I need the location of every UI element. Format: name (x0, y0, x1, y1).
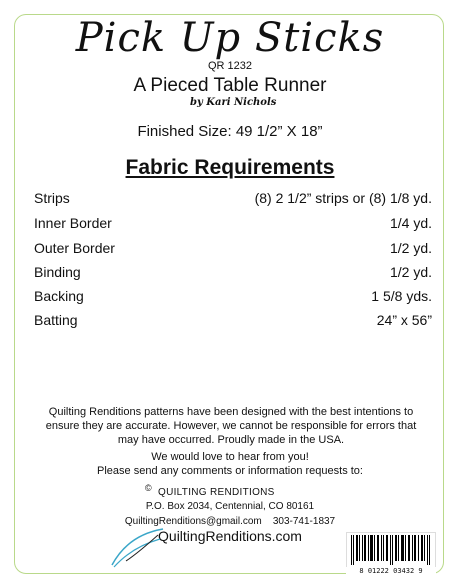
requirement-value: 1/2 yd. (389, 264, 432, 280)
requirement-value: (8) 2 1/2” strips or (8) 1/8 yd. (254, 190, 432, 206)
copyright-symbol: © (145, 483, 152, 493)
requirement-label: Strips (34, 190, 70, 206)
pattern-subtitle: A Pieced Table Runner (133, 75, 327, 96)
requirement-row-backing (34, 288, 432, 308)
pattern-author: by Kari Nichols (190, 97, 277, 108)
requirement-label: Backing (34, 288, 84, 304)
email-phone: QuiltingRenditions@gmail.com 303-741-1837 (124, 516, 336, 527)
contact-intro: We would love to hear from you! (151, 451, 309, 463)
fabric-requirements-heading: Fabric Requirements (125, 156, 335, 179)
requirement-value: 1/4 yd. (389, 215, 432, 231)
requirement-label: Batting (34, 312, 78, 328)
company-name: QUILTING RENDITIONS (158, 487, 275, 498)
requirement-label: Inner Border (34, 215, 112, 231)
requirement-row-binding (34, 264, 432, 284)
company-address: P.O. Box 2034, Centennial, CO 80161 (145, 501, 315, 512)
contact-request: Please send any comments or information requests to: (97, 465, 363, 477)
requirement-value: 1/2 yd. (389, 240, 432, 256)
requirement-row-batting (34, 312, 432, 332)
needle-thread-icon (108, 525, 168, 570)
pattern-title: Pick Up Sticks (75, 15, 385, 61)
requirement-value: 24” x 56” (376, 312, 432, 328)
pattern-code: QR 1232 (207, 60, 253, 72)
website-link: QuiltingRenditions.com (158, 528, 302, 544)
requirement-row-inner-border (34, 215, 432, 235)
finished-size: Finished Size: 49 1/2” X 18” (137, 123, 323, 140)
requirement-label: Outer Border (34, 240, 115, 256)
requirement-label: Binding (34, 264, 81, 280)
requirement-row-strips (34, 190, 432, 210)
barcode-bars-icon (347, 533, 435, 565)
requirement-value: 1 5/8 yds. (371, 288, 432, 304)
barcode-digits: 8 01222 03432 9 (346, 567, 436, 575)
requirement-row-outer-border (34, 240, 432, 260)
disclaimer-text: Quilting Renditions patterns have been designed with the best intentions to ensure they are accurate. However, we cannot be responsible for errors that may have occurred. Proudly made in the USA. (45, 406, 417, 446)
